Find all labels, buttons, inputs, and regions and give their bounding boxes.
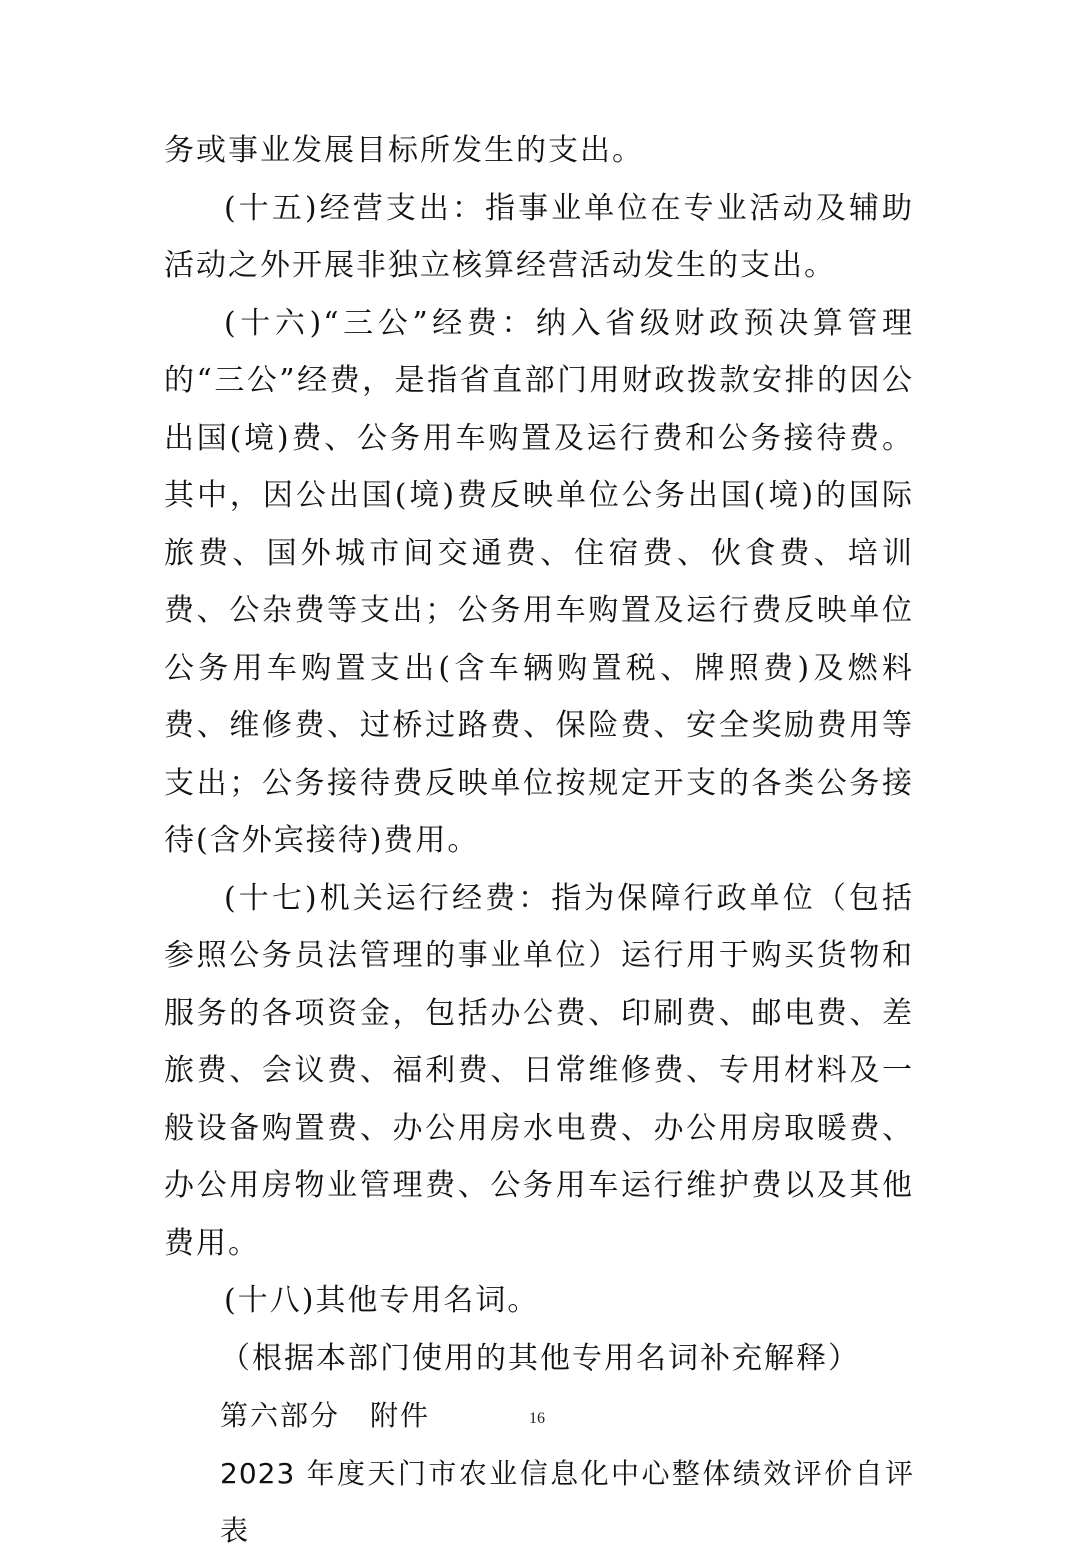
body-text (164, 122, 914, 1560)
paragraph-continuation: 务或事业发展目标所发生的支出。 (164, 133, 644, 168)
supplementary-note: （根据本部门使用的其他专用名词补充解释） (220, 1340, 860, 1376)
paragraph-other-terms: (十八)其他专用名词。 (224, 1283, 540, 1318)
section-heading: 第六部分 附件 (220, 1399, 431, 1432)
paragraph-operating-expenditure: (十五)经营支出：指事业单位在专业活动及辅助活动之外开展非独立核算经营活动发生的支出。 (164, 190, 914, 283)
paragraph-three-public-expenses: (十六)“三公”经费：纳入省级财政预决算管理的“三公”经费，是指省直部门用财政拨款安排的因公出国(境)费、公务用车购置及运行费和公务接待费。其中，因公出国(境)费反映单位公务出国(境)的国际旅费、国外城市间交通费、住宿费、伙食费、培训费、公杂费等支出；公务用车购置及运行费反映单位公务用车购置支出(含车辆购置税、牌照费)及燃料费、维修费、过桥过路费、保险费、安全奖励费用等支出；公务接待费反映单位按规定开支的各类公务接待(含外宾接待)费用。 (164, 305, 914, 858)
paragraph-agency-operating-funds: (十七)机关运行经费：指为保障行政单位（包括参照公务员法管理的事业单位）运行用于购买货物和服务的各项资金，包括办公费、印刷费、邮电费、差旅费、会议费、福利费、日常维修费、专用材料及一般设备购置费、办公用房水电费、办公用房取暖费、办公用房物业管理费、公务用车运行维护费以及其他费用。 (164, 880, 914, 1261)
page-number: 16 (529, 1410, 545, 1427)
attachment-title: 2023 年度天门市农业信息化中心整体绩效评价自评表 (220, 1456, 914, 1547)
